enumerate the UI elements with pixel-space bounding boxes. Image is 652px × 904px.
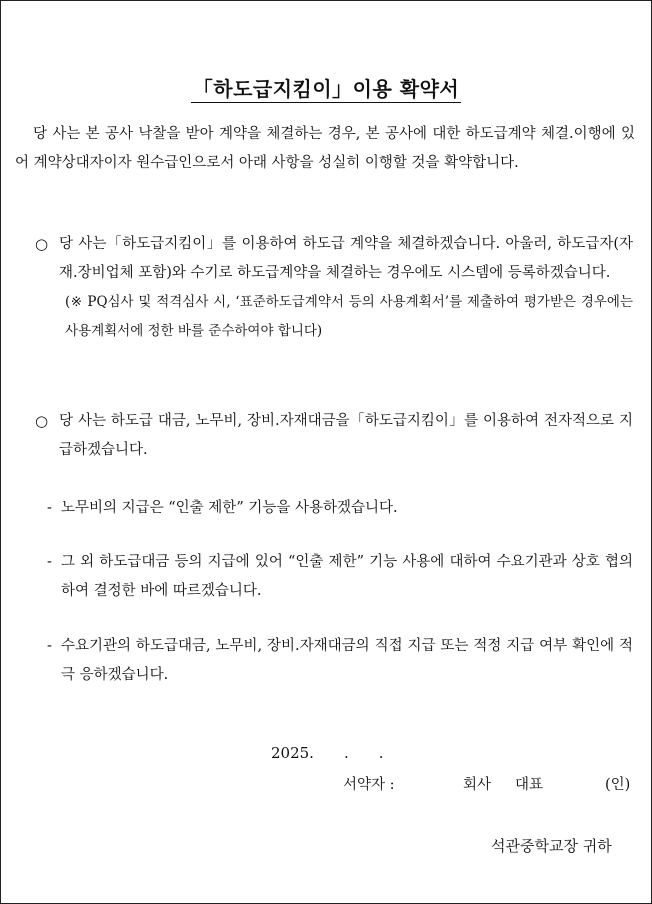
recipient: 석관중학교장 귀하 bbox=[491, 837, 612, 855]
sub-item-2 bbox=[47, 548, 633, 606]
company-label: 회사 bbox=[463, 777, 492, 793]
sub-item-1 bbox=[47, 494, 633, 523]
pledge-item-2 bbox=[35, 407, 633, 465]
pledge-item-1-note: (※ PQ심사 및 적격심사 시, ‘표준하도급계약서 등의 사용계획서’를 제출하여 평가받은 경우에는 사용계획서에 정한 바를 준수하여야 합니다) bbox=[65, 294, 633, 339]
pledge-item-1 bbox=[35, 230, 633, 346]
title-text: 「하도급지킴이」이용 확약서 bbox=[192, 77, 460, 101]
dash-bullet-icon: - bbox=[47, 500, 52, 516]
ceo-label: 대표 bbox=[515, 777, 544, 793]
seal-mark: (인) bbox=[605, 777, 631, 793]
pledge-item-1-text: 당 사는「하도급지킴이」를 이용하여 하도급 계약을 체결하겠습니다. 아울러, 하도급자(자재.장비업체 포함)와 수기로 하도급계약을 체결하는 경우에도 시스템에 등록하겠습니다. bbox=[59, 236, 633, 281]
sub-item-1-text: 노무비의 지급은 “인출 제한” 기능을 사용하겠습니다. bbox=[61, 500, 398, 516]
pledge-item-2-text: 당 사는 하도급 대금, 노무비, 장비.자재대금을「하도급지킴이」를 이용하여 전자적으로 지급하겠습니다. bbox=[59, 413, 633, 458]
dash-bullet-icon: - bbox=[47, 638, 52, 654]
sub-item-3-text: 수요기관의 하도급대금, 노무비, 장비.자재대금의 직접 지급 또는 적정 지급 여부 확인에 적극 응하겠습니다. bbox=[61, 638, 633, 683]
dash-bullet-icon: - bbox=[47, 554, 52, 570]
sub-item-2-text: 그 외 하도급대금 등의 지급에 있어 “인출 제한” 기능 사용에 대하여 수요기관과 상호 협의하여 결정한 바에 따르겠습니다. bbox=[61, 554, 633, 599]
date-month-separator: . bbox=[343, 744, 349, 762]
date-year: 2025. bbox=[271, 744, 314, 762]
document-title bbox=[1, 73, 651, 102]
pledge-date bbox=[271, 744, 384, 762]
circle-bullet-icon: ○ bbox=[35, 235, 49, 253]
pledger-label: 서약자 : bbox=[343, 777, 395, 793]
circle-bullet-icon: ○ bbox=[35, 412, 49, 430]
sub-item-3 bbox=[47, 632, 633, 690]
intro-paragraph: 당 사는 본 공사 낙찰을 받아 계약을 체결하는 경우, 본 공사에 대한 하도급계약 체결.이행에 있어 계약상대자이자 원수급인으로서 아래 사항을 성실히 이행할 것을 확약합니다. bbox=[15, 126, 635, 171]
date-day-separator: . bbox=[378, 744, 384, 762]
